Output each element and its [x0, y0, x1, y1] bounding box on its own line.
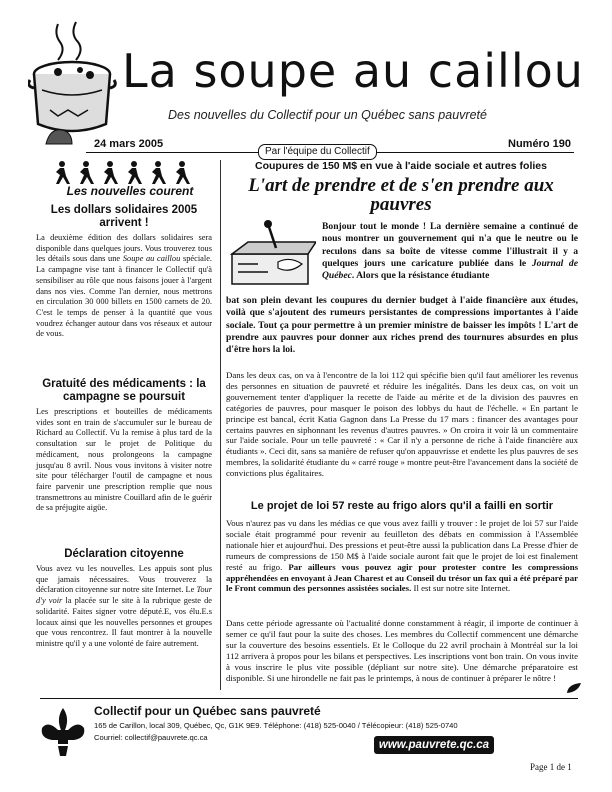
left-article-1: [36, 204, 212, 340]
article-title: Les dollars solidaires 2005 arrivent !: [50, 204, 198, 229]
fleur-de-lis-logo: [38, 706, 88, 758]
article-body: La deuxième édition des dollars solidaires sera disponible dans quelques jours. Vous trouverez tous les détails sous dans une Soupe au caillou spéciale. La campagne vise tant à financer le Collectif qu'à sensibiliser au rôle que nous faisons jouer à l'argent dans nos vies. Comme l'an dernier, nous mettrons en circulation 30 000 billets en 1500 carnets de 20. C'est le temps de penser à la quantité que vous voudrez échanger autour dans vos réseaux et autour de vous.: [36, 233, 213, 339]
article-body: Vous avez vu les nouvelles. Les appuis sont plus que jamais nécessaires. Vous trouverez la déclaration citoyenne sur notre site Internet. Le Tour d'y voir la placée sur le site à la rubrique geste de solidarité. Faites signer votre député.E, vos élu.E.s locaux ainsi que les nouvelles personnes et groupes que vous rencontrez. Il faut montrer à la nouvelle ministre qu'il y a une volonté de faire autrement.: [36, 564, 213, 648]
page-number: Page 1 de 1: [530, 762, 572, 772]
main-lead: Bonjour tout le monde ! La dernière semaine a continué de nous montrer un gouvernement qui n'a que le neutre ou le reculons dans sa boîte de vitesse comme l'illustrait il y a quelques jours une caricature publiée dans le Journal de Québec. Alors que la résistance étudiante: [322, 221, 578, 282]
issue-number: Numéro 190: [508, 138, 571, 150]
footer-org-name: Collectif pour un Québec sans pauvreté: [94, 704, 321, 718]
masthead-title: La soupe au caillou: [122, 44, 584, 98]
section-banner: Les nouvelles courent: [66, 184, 194, 198]
sub-body-continued: Dans cette période agressante où l'actualité donne constamment à réagir, il importe de continuer à semer ce qu'il faut pour la suite des choses. Les membres du Collectif commencent une démarche sur la couverture des besoins essentiels. Et le Colloque du 22 avril prochain à Montréal sur la loi 112 arrivera à propos pour les bilans et perspectives. Les inscriptions vont bon train. On vous invite à vous inscrire le plus vite possible (dépliant sur notre site). Une démarche préparatoire est disponible. Si une hirondelle ne fait pas le printemps, à nous de continuer à préparer le nôtre !: [226, 618, 578, 683]
article-title: Déclaration citoyenne: [64, 548, 184, 560]
leaf-icon: [566, 682, 582, 694]
footer-address: 165 de Carillon, local 309, Québec, Qc, G1K 9E9. Téléphone: (418) 525-0040 / Télécopieur: (418) 525-0740: [94, 721, 458, 730]
footer-email[interactable]: Courriel: collectif@pauvrete.qc.ca: [94, 733, 208, 742]
column-divider: [220, 160, 221, 690]
article-title: Gratuité des médicaments : la campagne se poursuit: [42, 378, 206, 403]
main-body: Dans les deux cas, on va à l'encontre de la loi 112 qui spécifie bien qu'il faut améliorer les revenus des personnes en situation de pauvreté et réduire les inégalités. Dans les deux cas, on voit un gouvernement tenter d'appliquer la recette de l'aide au mérite et de la division des pauvres en catégories de pauvres, pour masquer le poison des lobbys du haut de l'échelle. « En partant le principe est bancal, écrit Katia Gagnon dans La Presse du 17 mars : financer des avantages pour certains pauvres en siphonnant les revenus d'autres pauvres. » On croira it voir là un commentaire sur l'aide sociale. Pour un telle pauvreté : « Car il n'y a personne de riche à l'aide financière aux étudiants ». Ceci dit, sans sa manière de refuser qu'on appauvrisse et endette les plus pauvres de ses membres, la solidarité étudiante du « carré rouge » montre peut-être l'avancement dans la société de convictions plus égalitaires.: [226, 370, 578, 479]
website-link[interactable]: www.pauvrete.qc.ca: [374, 736, 494, 754]
main-kicker: Coupures de 150 M$ en vue à l'aide sociale et autres folies: [255, 160, 547, 172]
left-article-2: [36, 378, 212, 514]
main-title: L'art de prendre et de s'en prendre aux pauvres: [248, 175, 554, 215]
article-body: Les prescriptions et bouteilles de médicaments vides sont en train de s'accumuler sur le bureau de Richard au Collectif. Vu la remise à plus tard de la consultation sur le projet de Politique du médicament, nous prolongeons la campagne jusqu'au 8 avril. Nous vous invitons à visiter notre site pour télécharger l'outil de campagne et nous faire parvenir une prescription remplie que nous transmettrons au ministre Couillard afin de le guérir de sa préjugite aigüe.: [36, 407, 212, 513]
sub-title: Le projet de loi 57 reste au frigo alors qu'il a failli en sortir: [250, 500, 554, 512]
runners-banner-icon: [52, 160, 202, 186]
issue-date: 24 mars 2005: [94, 138, 164, 150]
sub-body: Vous n'aurez pas vu dans les médias ce que vous avez failli y trouver : le projet de loi 57 sur l'aide sociale était programmé pour revenir au feuilleton des débats en commission à l'Assemblée nationale hier et aujourd'hui. Des pressions et peut-être aussi la publication dans La Presse d'hier de rumeurs de compressions de 150 M$ à l'aide sociale auront fait que le projet de loi est finalement resté au frigo. Par ailleurs vous pouvez agir pour protester contre les compressions appréhendées en envoyant à Jean Charest et au Conseil du trésor un fax qui a été préparé par le Front commun des personnes assistées sociales. Il est sur notre site Internet.: [226, 518, 579, 594]
footer-rule: [40, 698, 578, 699]
soup-pot-logo: [28, 20, 120, 140]
main-lead-continued: bat son plein devant les coupures du dernier budget à l'aide financière aux études, voilà que s'ajoutent des rumeurs persistantes de compressions importantes à l'aide sociale. Tout ça pour permettre à un premier ministre de baisser les impôts ! L'art de prendre aux pauvres pour donner aux riches prend des tournures absurdes en plus d'être hors la loi.: [226, 295, 578, 356]
cartoon-gearbox-image: [228, 220, 316, 292]
pebble-icon: [44, 126, 74, 148]
team-label: Par l'équipe du Collectif: [258, 144, 377, 160]
left-article-3: [36, 548, 212, 650]
masthead-subtitle: Des nouvelles du Collectif pour un Québec sans pauvreté: [168, 108, 487, 122]
